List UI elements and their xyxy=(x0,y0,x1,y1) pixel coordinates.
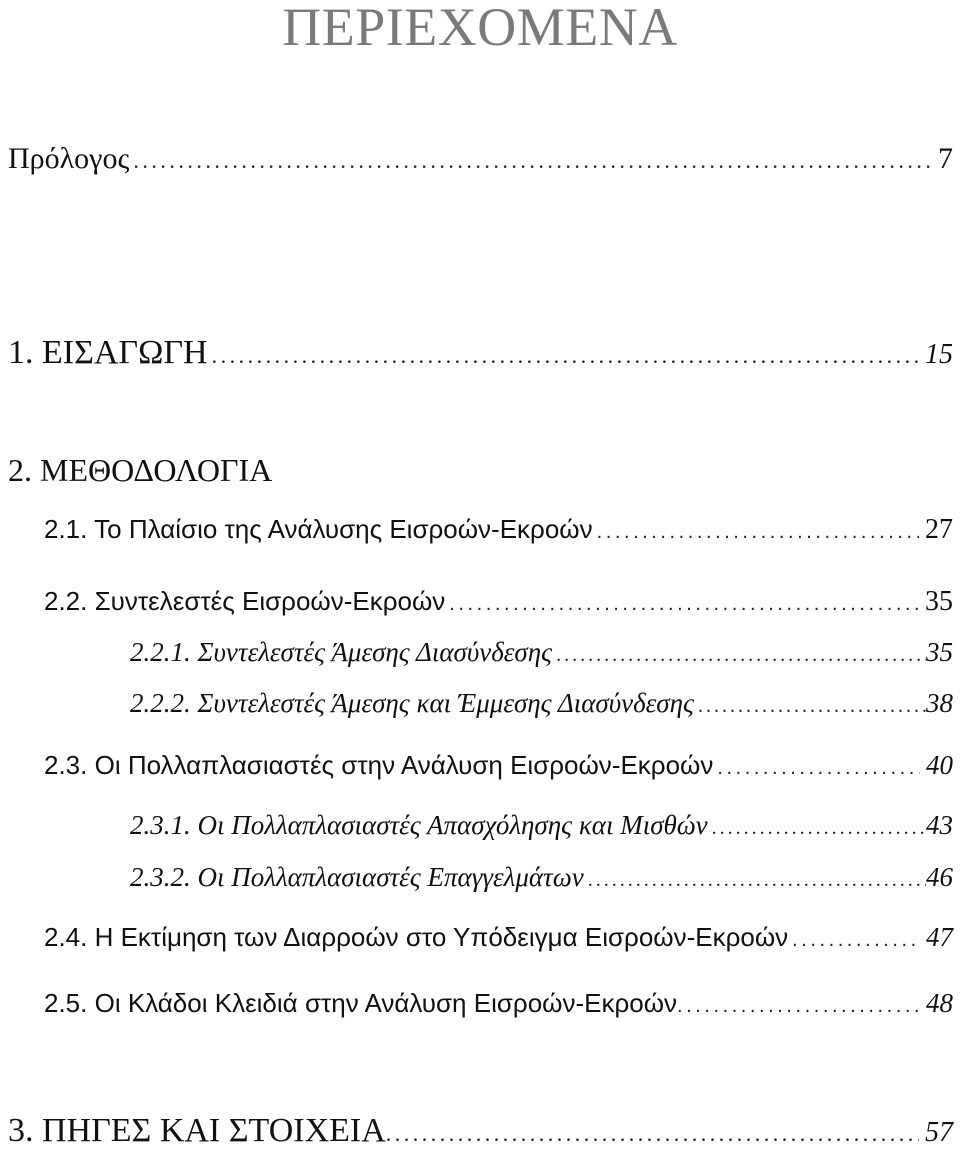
toc-label: 3. ΠΗΓΕΣ ΚΑΙ ΣΤΟΙΧΕΙΑ xyxy=(8,1112,386,1149)
toc-entry-2-2-2[interactable] xyxy=(130,688,953,719)
toc-label: 2.5. Οι Κλάδοι Κλειδιά στην Ανάλυση Εισροών-Εκροών xyxy=(44,988,678,1018)
toc-label: 1. ΕΙΣΑΓΩΓΗ xyxy=(8,334,208,371)
toc-leader xyxy=(677,995,920,1018)
toc-page-number: 57 xyxy=(925,1117,953,1148)
toc-label: 2.2.1. Συντελεστές Άμεσης Διασύνδεσης xyxy=(130,637,553,667)
toc-leader xyxy=(698,695,926,718)
toc-page-number: 46 xyxy=(926,862,953,892)
toc-leader xyxy=(556,644,926,667)
toc-leader xyxy=(386,1121,919,1147)
toc-page-number: 38 xyxy=(926,688,953,718)
toc-entry-2-3[interactable] xyxy=(44,750,953,781)
toc-leader xyxy=(717,757,920,780)
toc-leader xyxy=(449,593,919,616)
toc-leader xyxy=(712,817,926,840)
toc-page-number: 43 xyxy=(926,810,953,840)
toc-label: 2.3.1. Οι Πολλαπλασιαστές Απασχόλησης και Μισθών xyxy=(130,810,708,840)
toc-entry-sources[interactable] xyxy=(8,1112,953,1150)
toc-heading-methodology[interactable]: 2. ΜΕΘΟΔΟΛΟΓΙΑ xyxy=(8,452,273,488)
toc-page-number: 27 xyxy=(925,514,953,545)
toc-entry-prologue[interactable] xyxy=(8,142,953,176)
toc-label: 2.3. Οι Πολλαπλασιαστές στην Ανάλυση Εισροών-Εκροών xyxy=(44,750,714,780)
toc-entry-2-5[interactable] xyxy=(44,988,953,1019)
toc-entry-2-4[interactable] xyxy=(44,922,953,953)
toc-entry-2-3-2[interactable] xyxy=(130,862,953,893)
toc-page-number: 48 xyxy=(926,988,953,1018)
toc-page-number: 7 xyxy=(938,142,953,175)
toc-entry-introduction[interactable] xyxy=(8,334,953,372)
toc-leader xyxy=(133,148,932,174)
toc-page-number: 47 xyxy=(926,922,953,952)
toc-leader xyxy=(597,521,919,544)
toc-label: 2.2.2. Συντελεστές Άμεσης και Έμμεσης Διασύνδεσης xyxy=(130,688,694,718)
toc-page-number: 35 xyxy=(926,637,953,667)
toc-label: 2.4. Η Εκτίμηση των Διαρροών στο Υπόδειγμα Εισροών-Εκροών xyxy=(44,922,789,952)
toc-leader xyxy=(792,929,920,952)
toc-entry-2-2[interactable] xyxy=(44,586,953,618)
toc-entry-2-1[interactable] xyxy=(44,514,953,546)
toc-leader xyxy=(588,869,926,892)
toc-label: 2.1. Το Πλαίσιο της Ανάλυσης Εισροών-Εκροών xyxy=(44,514,593,544)
toc-entry-2-2-1[interactable] xyxy=(130,637,953,668)
toc-label: 2.2. Συντελεστές Εισροών-Εκροών xyxy=(44,586,446,616)
toc-page-number: 15 xyxy=(925,339,953,370)
toc-label: 2.3.2. Οι Πολλαπλασιαστές Επαγγελμάτων xyxy=(130,862,584,892)
toc-page-number: 40 xyxy=(926,750,953,780)
toc-page-number: 35 xyxy=(925,586,953,617)
page-title: ΠΕΡΙΕΧΟΜΕΝΑ xyxy=(282,0,678,57)
toc-entry-2-3-1[interactable] xyxy=(130,810,953,841)
toc-leader xyxy=(212,343,919,369)
toc-label: Πρόλογος xyxy=(8,142,130,175)
